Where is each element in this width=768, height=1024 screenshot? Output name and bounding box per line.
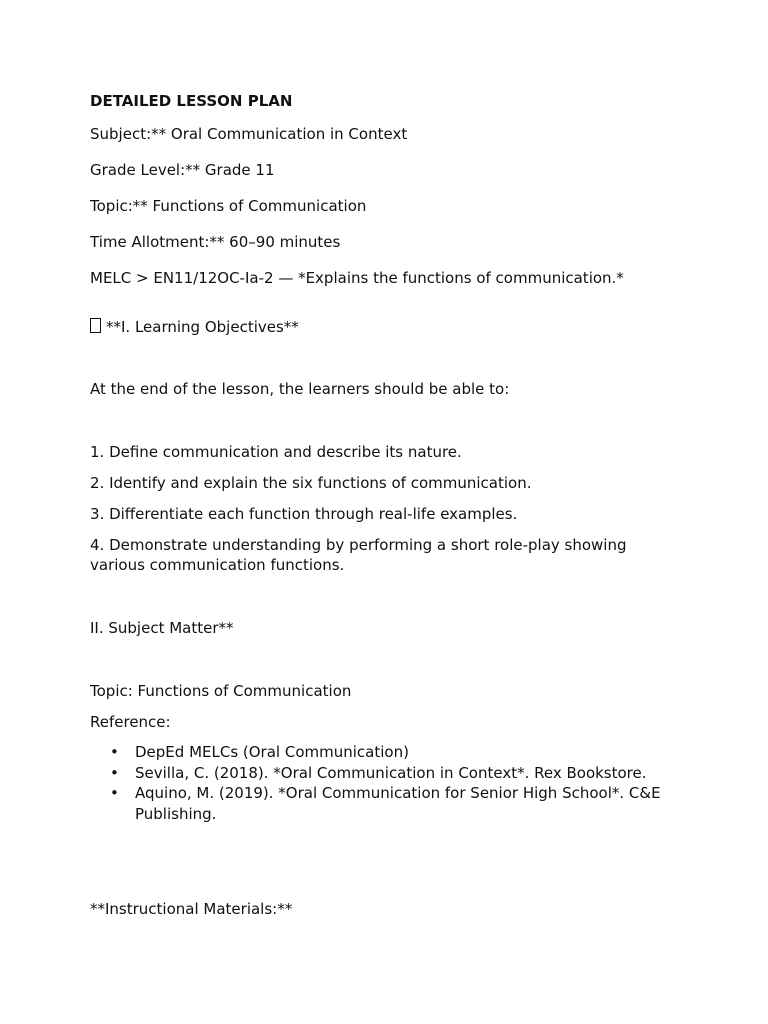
reference-text: DepEd MELCs (Oral Communication) bbox=[135, 743, 409, 761]
objectives-heading-text: **I. Learning Objectives** bbox=[106, 318, 299, 336]
subject-matter-topic: Topic: Functions of Communication bbox=[90, 682, 352, 700]
objective-item-1: 1. Define communication and describe its nature. bbox=[90, 443, 462, 461]
objectives-intro: At the end of the lesson, the learners should be able to: bbox=[90, 380, 510, 398]
instructional-materials-heading: **Instructional Materials:** bbox=[90, 900, 293, 918]
bullet-icon: • bbox=[110, 743, 119, 761]
grade-level-line: Grade Level:** Grade 11 bbox=[90, 161, 275, 179]
missing-glyph-icon bbox=[90, 318, 101, 333]
reference-text: Sevilla, C. (2018). *Oral Communication in Context*. Rex Bookstore. bbox=[135, 763, 647, 782]
reference-item bbox=[90, 763, 690, 784]
objective-item-3: 3. Differentiate each function through real-life examples. bbox=[90, 505, 518, 523]
bullet-icon: • bbox=[110, 763, 119, 782]
subject-matter-heading: II. Subject Matter** bbox=[90, 619, 234, 637]
reference-item bbox=[90, 742, 690, 763]
reference-text: Aquino, M. (2019). *Oral Communication for Senior High School*. C&E Publishing. bbox=[135, 784, 661, 823]
time-allotment-line: Time Allotment:** 60–90 minutes bbox=[90, 233, 341, 251]
objectives-heading bbox=[90, 317, 299, 337]
subject-line: Subject:** Oral Communication in Context bbox=[90, 125, 408, 143]
topic-line: Topic:** Functions of Communication bbox=[90, 197, 367, 215]
reference-label: Reference: bbox=[90, 713, 171, 731]
reference-list bbox=[90, 742, 690, 824]
bullet-icon: • bbox=[110, 784, 119, 802]
reference-item bbox=[90, 783, 690, 824]
objective-item-2: 2. Identify and explain the six functions of communication. bbox=[90, 474, 532, 492]
objective-item-4: 4. Demonstrate understanding by performing a short role-play showing various communication functions. bbox=[90, 536, 627, 574]
document-title: DETAILED LESSON PLAN bbox=[90, 92, 293, 110]
melc-line: MELC > EN11/12OC-Ia-2 — *Explains the functions of communication.* bbox=[90, 269, 624, 287]
